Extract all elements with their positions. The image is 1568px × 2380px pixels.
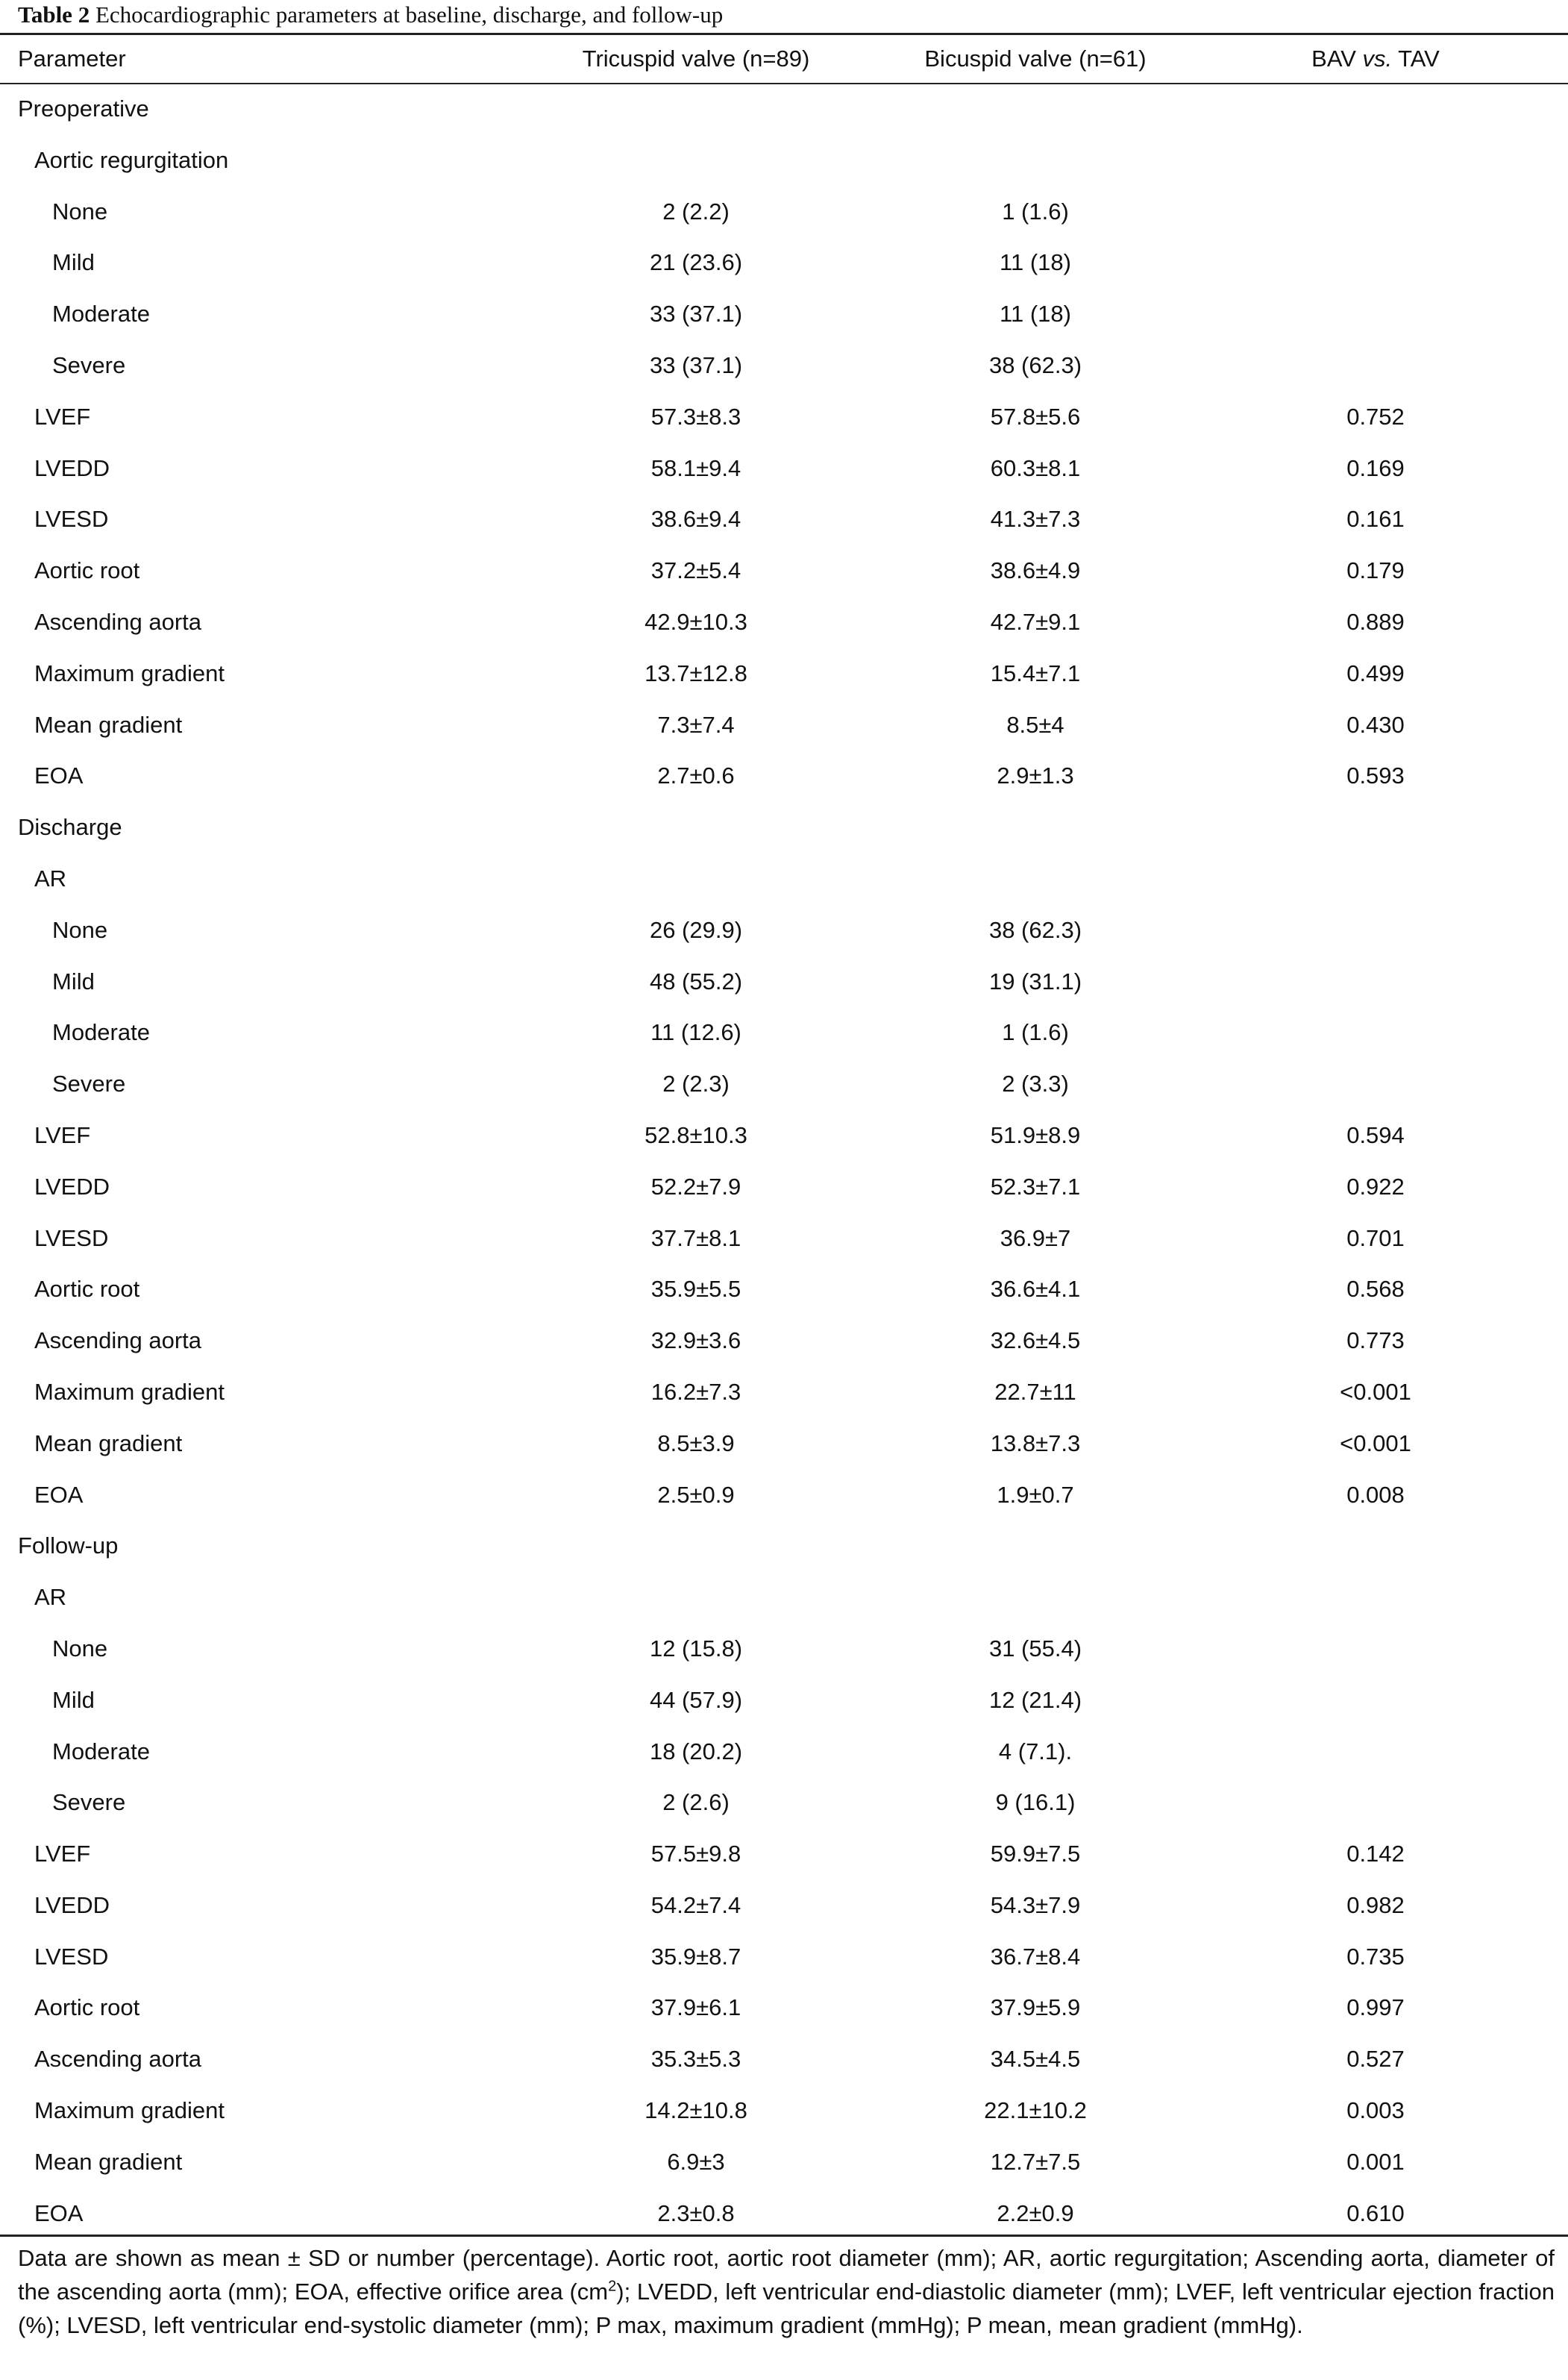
header-tricuspid: Tricuspid valve (n=89): [582, 46, 810, 72]
cell-p-value: 0.889: [1346, 608, 1405, 635]
table-row: [0, 1213, 1568, 1265]
cell-p-value: 0.169: [1346, 454, 1405, 481]
cell-bicuspid: 13.8±7.3: [990, 1429, 1081, 1456]
cell-bicuspid: 1 (1.6): [1002, 1019, 1069, 1046]
cell-bicuspid: 2.2±0.9: [997, 2199, 1074, 2226]
footnote-superscript: 2: [608, 2278, 617, 2295]
cell-p-value: 0.701: [1346, 1224, 1405, 1251]
cell-p-value: 0.997: [1346, 1994, 1405, 2021]
row-label: Aortic root: [34, 557, 140, 584]
table-row: [0, 1726, 1568, 1778]
cell-tricuspid: 35.9±5.5: [650, 1276, 741, 1303]
row-label: Maximum gradient: [34, 2097, 225, 2124]
table-row: [0, 751, 1568, 802]
row-label: Moderate: [52, 301, 150, 328]
row-label: None: [52, 198, 108, 225]
header-comparison-suffix: TAV: [1392, 46, 1440, 72]
cell-p-value: 0.982: [1346, 1891, 1405, 1918]
cell-bicuspid: 19 (31.1): [988, 968, 1082, 995]
cell-tricuspid: 8.5±3.9: [657, 1429, 735, 1456]
cell-bicuspid: 31 (55.4): [988, 1635, 1082, 1662]
row-label: AR: [34, 1584, 67, 1611]
row-label: EOA: [34, 2199, 84, 2226]
table-row: [0, 1162, 1568, 1213]
cell-tricuspid: 54.2±7.4: [650, 1891, 741, 1918]
cell-p-value: 0.568: [1346, 1276, 1405, 1303]
cell-bicuspid: 9 (16.1): [995, 1789, 1076, 1816]
table-footnote: [18, 2241, 1555, 2342]
row-label: Mean gradient: [34, 2148, 183, 2175]
row-label: Ascending aorta: [34, 608, 202, 635]
table-caption: [18, 0, 723, 34]
cell-bicuspid: 41.3±7.3: [990, 506, 1081, 533]
table-caption-text: Echocardiographic parameters at baseline, discharge, and follow-up: [95, 1, 724, 28]
cell-tricuspid: 7.3±7.4: [657, 711, 735, 738]
table-row: [0, 1418, 1568, 1470]
cell-tricuspid: 2 (2.3): [662, 1071, 730, 1097]
cell-tricuspid: 26 (29.9): [649, 916, 743, 943]
cell-bicuspid: 1.9±0.7: [997, 1481, 1074, 1508]
table-row: [0, 2034, 1568, 2085]
row-label: Severe: [52, 1071, 126, 1097]
cell-tricuspid: 11 (12.6): [650, 1019, 741, 1046]
cell-tricuspid: 32.9±3.6: [650, 1327, 741, 1354]
row-label: LVESD: [34, 1943, 109, 1970]
table-row: [0, 340, 1568, 392]
table-row: [0, 1367, 1568, 1418]
table-row: [0, 2188, 1568, 2240]
cell-bicuspid: 36.6±4.1: [990, 1276, 1081, 1303]
cell-tricuspid: 33 (37.1): [649, 301, 743, 328]
cell-tricuspid: 57.5±9.8: [650, 1841, 741, 1867]
cell-tricuspid: 2 (2.2): [662, 198, 730, 225]
row-label: Ascending aorta: [34, 2046, 202, 2073]
cell-p-value: 0.773: [1346, 1327, 1405, 1354]
row-label: Moderate: [52, 1019, 150, 1046]
cell-tricuspid: 33 (37.1): [649, 351, 743, 378]
cell-p-value: 0.430: [1346, 711, 1405, 738]
cell-bicuspid: 42.7±9.1: [990, 608, 1081, 635]
row-label: Mild: [52, 968, 95, 995]
cell-tricuspid: 52.8±10.3: [645, 1121, 747, 1148]
cell-tricuspid: 37.2±5.4: [650, 557, 741, 584]
table-row: [0, 187, 1568, 238]
table-row: [0, 1315, 1568, 1367]
table-row: [0, 1470, 1568, 1521]
cell-tricuspid: 35.9±8.7: [650, 1943, 741, 1970]
cell-tricuspid: 18 (20.2): [649, 1738, 743, 1764]
cell-p-value: 0.499: [1346, 660, 1405, 686]
cell-tricuspid: 16.2±7.3: [650, 1378, 741, 1405]
table-body: [0, 84, 1568, 2239]
row-label: Discharge: [18, 814, 122, 841]
table-row: [0, 1777, 1568, 1829]
table-row: [0, 289, 1568, 340]
row-label: Maximum gradient: [34, 660, 225, 686]
cell-p-value: <0.001: [1340, 1378, 1411, 1405]
row-label: LVESD: [34, 1224, 109, 1251]
table-row: [0, 1932, 1568, 1983]
table-row: [0, 1110, 1568, 1162]
row-label: LVEDD: [34, 1891, 110, 1918]
cell-tricuspid: 2 (2.6): [662, 1789, 730, 1816]
cell-bicuspid: 12 (21.4): [988, 1686, 1082, 1713]
cell-p-value: 0.001: [1346, 2148, 1405, 2175]
cell-bicuspid: 4 (7.1).: [998, 1738, 1073, 1764]
row-label: Aortic root: [34, 1994, 140, 2021]
table-row: [0, 1623, 1568, 1675]
header-comparison: [1226, 35, 1525, 83]
table-row: [0, 237, 1568, 289]
cell-p-value: 0.922: [1346, 1173, 1405, 1200]
cell-bicuspid: 38.6±4.9: [990, 557, 1081, 584]
section-row: [0, 1521, 1568, 1572]
row-label: Mild: [52, 1686, 95, 1713]
table-row: [0, 392, 1568, 443]
row-label: Ascending aorta: [34, 1327, 202, 1354]
cell-p-value: 0.610: [1346, 2199, 1405, 2226]
cell-p-value: 0.594: [1346, 1121, 1405, 1148]
cell-bicuspid: 36.7±8.4: [990, 1943, 1081, 1970]
cell-bicuspid: 52.3±7.1: [990, 1173, 1081, 1200]
table-row: [0, 700, 1568, 751]
table-bottom-rule: [0, 2235, 1568, 2237]
cell-p-value: <0.001: [1340, 1429, 1411, 1456]
cell-bicuspid: 32.6±4.5: [990, 1327, 1081, 1354]
cell-p-value: 0.003: [1346, 2097, 1405, 2124]
table-row: [0, 494, 1568, 545]
cell-tricuspid: 58.1±9.4: [650, 454, 741, 481]
cell-tricuspid: 13.7±12.8: [645, 660, 747, 686]
row-label: LVESD: [34, 506, 109, 533]
cell-tricuspid: 2.7±0.6: [657, 762, 735, 789]
row-label: EOA: [34, 1481, 84, 1508]
cell-tricuspid: 12 (15.8): [649, 1635, 743, 1662]
cell-p-value: 0.161: [1346, 506, 1405, 533]
row-label: Follow-up: [18, 1532, 119, 1559]
cell-bicuspid: 38 (62.3): [988, 916, 1082, 943]
row-label: LVEDD: [34, 454, 110, 481]
table-row: [0, 443, 1568, 495]
table-row: [0, 1059, 1568, 1110]
row-label: LVEF: [34, 1121, 91, 1148]
row-label: Moderate: [52, 1738, 150, 1764]
cell-bicuspid: 60.3±8.1: [990, 454, 1081, 481]
cell-p-value: 0.593: [1346, 762, 1405, 789]
cell-bicuspid: 54.3±7.9: [990, 1891, 1081, 1918]
row-label: Aortic root: [34, 1276, 140, 1303]
footnote-text-end: ); LVEDD, left ventricular end-diastolic diameter (mm); LVEF, left ventricular ejection fraction (%); LVESD, left ventricular end-systolic diameter (mm); P max, maximum gradient (mmHg); P mean, mean gradient (mmHg).: [18, 2279, 1555, 2338]
cell-bicuspid: 12.7±7.5: [990, 2148, 1081, 2175]
table-row: [0, 545, 1568, 597]
cell-tricuspid: 37.7±8.1: [650, 1224, 741, 1251]
cell-p-value: 0.179: [1346, 557, 1405, 584]
header-bicuspid: Bicuspid valve (n=61): [924, 46, 1147, 72]
cell-bicuspid: 59.9±7.5: [990, 1841, 1081, 1867]
cell-tricuspid: 37.9±6.1: [650, 1994, 741, 2021]
table-row: [0, 905, 1568, 956]
cell-bicuspid: 36.9±7: [1000, 1224, 1071, 1251]
header-comparison-prefix: BAV: [1311, 46, 1363, 72]
cell-tricuspid: 57.3±8.3: [650, 403, 741, 430]
row-label: LVEF: [34, 403, 91, 430]
cell-tricuspid: 2.5±0.9: [657, 1481, 735, 1508]
table-row: [0, 1007, 1568, 1059]
table-row: [0, 1264, 1568, 1315]
row-label: Severe: [52, 1789, 126, 1816]
row-label: Preoperative: [18, 95, 149, 122]
cell-tricuspid: 14.2±10.8: [645, 2097, 747, 2124]
table-header: [0, 35, 1568, 83]
row-label: Mean gradient: [34, 711, 183, 738]
table-row: [0, 1982, 1568, 2034]
cell-bicuspid: 11 (18): [1000, 249, 1071, 276]
cell-bicuspid: 34.5±4.5: [990, 2046, 1081, 2073]
header-comparison-vs: vs.: [1362, 46, 1393, 72]
table-row: [0, 1880, 1568, 1932]
cell-tricuspid: 35.3±5.3: [650, 2046, 741, 2073]
row-label: LVEF: [34, 1841, 91, 1867]
cell-tricuspid: 48 (55.2): [649, 968, 743, 995]
section-row: [0, 84, 1568, 135]
cell-bicuspid: 15.4±7.1: [990, 660, 1081, 686]
header-parameter: Parameter: [18, 46, 126, 72]
cell-p-value: 0.735: [1346, 1943, 1405, 1970]
row-label: None: [52, 1635, 108, 1662]
table-row: [0, 1675, 1568, 1726]
row-label: AR: [34, 865, 67, 892]
cell-bicuspid: 22.7±11: [994, 1378, 1076, 1405]
row-label: Maximum gradient: [34, 1378, 225, 1405]
cell-bicuspid: 22.1±10.2: [984, 2097, 1087, 2124]
row-label: EOA: [34, 762, 84, 789]
cell-bicuspid: 11 (18): [1000, 301, 1071, 328]
table-row: [0, 135, 1568, 187]
cell-p-value: 0.008: [1346, 1481, 1405, 1508]
cell-bicuspid: 57.8±5.6: [990, 403, 1081, 430]
table-row: [0, 1572, 1568, 1623]
cell-tricuspid: 21 (23.6): [649, 249, 743, 276]
table-row: [0, 2085, 1568, 2137]
cell-bicuspid: 2 (3.3): [1002, 1071, 1069, 1097]
cell-tricuspid: 2.3±0.8: [657, 2199, 735, 2226]
footnote-text-start: Data are shown as mean ± SD or number (percentage). Aortic root, aortic root diameter (mm); AR, aortic regurgitation; Ascending aorta, diameter of the ascending aorta (mm); EOA, effective orifice area (cm: [18, 2245, 1555, 2305]
table-row: [0, 597, 1568, 648]
table-row: [0, 1829, 1568, 1880]
cell-bicuspid: 8.5±4: [1006, 711, 1064, 738]
cell-p-value: 0.142: [1346, 1841, 1405, 1867]
cell-bicuspid: 38 (62.3): [988, 351, 1082, 378]
row-label: Aortic regurgitation: [34, 146, 229, 173]
row-label: Severe: [52, 351, 126, 378]
cell-tricuspid: 42.9±10.3: [645, 608, 747, 635]
table-row: [0, 2137, 1568, 2188]
cell-bicuspid: 37.9±5.9: [990, 1994, 1081, 2021]
table-row: [0, 648, 1568, 700]
cell-tricuspid: 44 (57.9): [649, 1686, 743, 1713]
cell-p-value: 0.527: [1346, 2046, 1405, 2073]
table-caption-label: Table 2: [18, 1, 90, 28]
cell-tricuspid: 38.6±9.4: [650, 506, 741, 533]
row-label: Mild: [52, 249, 95, 276]
row-label: Mean gradient: [34, 1429, 183, 1456]
cell-bicuspid: 1 (1.6): [1002, 198, 1069, 225]
cell-bicuspid: 51.9±8.9: [990, 1121, 1081, 1148]
row-label: LVEDD: [34, 1173, 110, 1200]
cell-tricuspid: 6.9±3: [667, 2148, 725, 2175]
cell-bicuspid: 2.9±1.3: [997, 762, 1074, 789]
cell-p-value: 0.752: [1346, 403, 1405, 430]
section-row: [0, 802, 1568, 854]
table-row: [0, 956, 1568, 1008]
row-label: None: [52, 916, 108, 943]
table-row: [0, 854, 1568, 905]
cell-tricuspid: 52.2±7.9: [650, 1173, 741, 1200]
